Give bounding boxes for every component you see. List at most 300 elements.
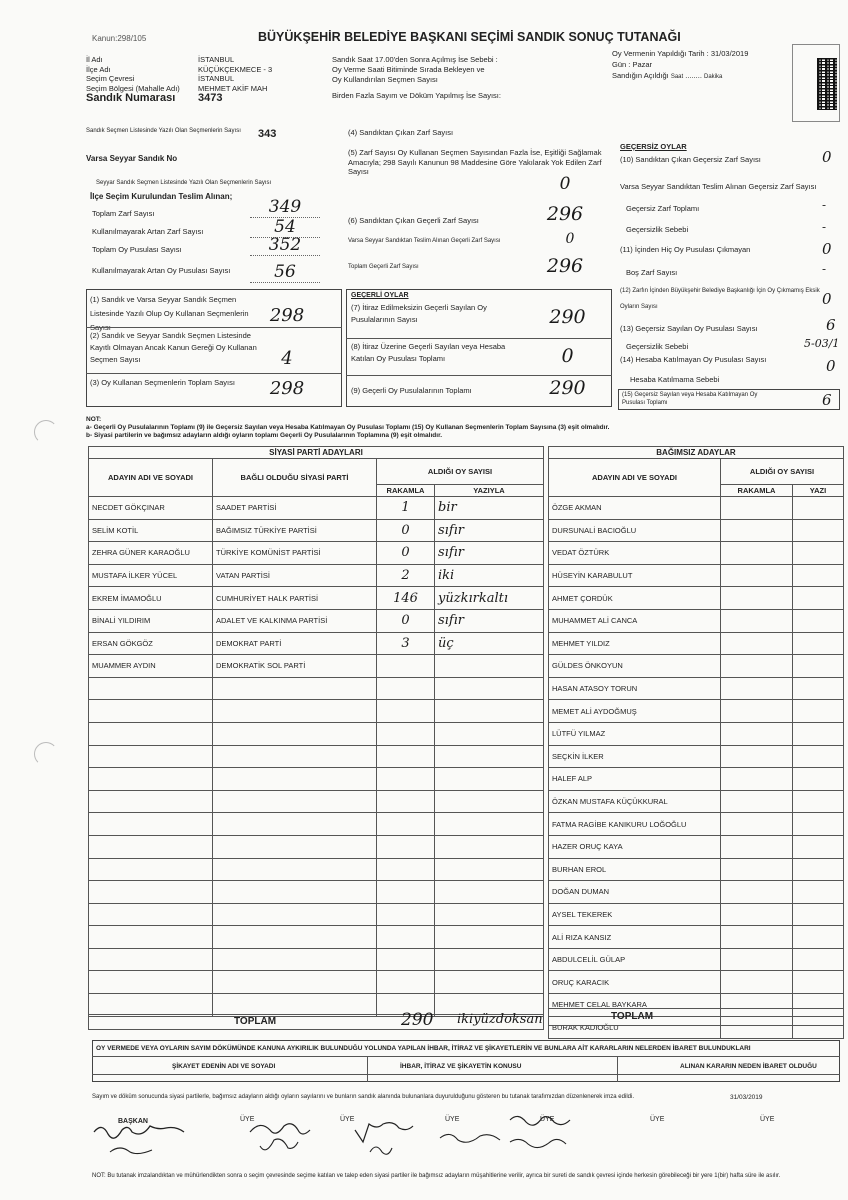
votes-words <box>793 813 844 836</box>
votes-digits <box>721 609 793 632</box>
votes-digits: 0 <box>377 542 435 565</box>
c6-label: (6) Sandıktan Çıkan Geçerli Zarf Sayısı <box>348 216 479 225</box>
invalid-title: GEÇERSİZ OYLAR <box>620 142 687 151</box>
empty-env-value: - <box>822 262 827 276</box>
table-row <box>549 542 844 565</box>
c7-label: (7) İtiraz Edilmeksizin Geçerli Sayılan Oy Pusulalarının Sayısı <box>351 303 487 324</box>
independent-name: ABDULCELİL GÜLAP <box>549 948 721 971</box>
independent-name: MUHAMMET ALİ CANCA <box>549 609 721 632</box>
box1-label: (1) Sandık ve Varsa Seyyar Sandık Seçmen Listesinde Yazılı Olup Oy Kullanan Seçmenlerin Sayısı <box>90 295 249 332</box>
r12-value: 0 <box>822 290 832 308</box>
candidate-name <box>89 858 213 881</box>
candidate-name <box>89 835 213 858</box>
hour-label: Saat <box>670 74 684 80</box>
candidate-name <box>89 948 213 971</box>
votes-words <box>793 790 844 813</box>
table-row <box>549 790 844 813</box>
votes-digits <box>377 948 435 971</box>
candidate-name <box>89 813 213 836</box>
independent-name: GÜLDES ÖNKOYUN <box>549 655 721 678</box>
votes-words <box>793 677 844 700</box>
party-name <box>213 903 377 926</box>
votes-digits: 0 <box>377 609 435 632</box>
independent-name: DOĞAN DUMAN <box>549 881 721 904</box>
table-row <box>89 609 544 632</box>
votes-digits <box>377 926 435 949</box>
received-label: İlçe Seçim Kurulundan Teslim Alınan; <box>90 192 233 201</box>
party-name <box>213 768 377 791</box>
independent-name: AHMET ÇORDÜK <box>549 587 721 610</box>
independent-name: MEHMET CELAL BAYKARA <box>549 994 721 1017</box>
signature-date: 31/03/2019 <box>730 1094 763 1101</box>
handwritten-signatures <box>90 1104 610 1164</box>
right-header: Oy Vermenin Yapıldığı Tarih : 31/03/2019 Gün : Pazar Sandığın Açıldığı Saat ........ Dakika <box>612 49 749 80</box>
table-row <box>89 542 544 565</box>
independent-name: HALEF ALP <box>549 768 721 791</box>
votes-words <box>793 881 844 904</box>
votes-digits <box>721 655 793 678</box>
info-block <box>86 55 326 104</box>
votes-words: bir <box>435 497 544 520</box>
party-name <box>213 700 377 723</box>
left-column <box>86 128 341 163</box>
table-row <box>89 497 544 520</box>
votes-digits <box>377 903 435 926</box>
candidate-name: ZEHRA GÜNER KARAOĞLU <box>89 542 213 565</box>
r12-label: (12) Zarfın İçinden Büyükşehir Belediye Başkanlığı İçin Oy Çıkmamış Eksik Oyların Sayısı <box>620 288 820 310</box>
table-row <box>89 700 544 723</box>
table-row <box>549 835 844 858</box>
votes-digits <box>377 700 435 723</box>
total-valid-env-label: Toplam Geçerli Zarf Sayısı <box>348 264 419 270</box>
table-row <box>549 519 844 542</box>
votes-words <box>435 813 544 836</box>
table-row <box>549 587 844 610</box>
col-independent-digits: RAKAMLA <box>721 485 793 497</box>
unused-ballot-value: 56 <box>250 262 320 283</box>
votes-words <box>435 835 544 858</box>
notes-title: NOT: <box>86 416 102 423</box>
party-name: SAADET PARTİSİ <box>213 497 377 520</box>
votes-words: iki <box>435 564 544 587</box>
valid-title: GEÇERLİ OYLAR <box>351 292 409 299</box>
votes-digits <box>721 519 793 542</box>
independent-name: ÖZGE AKMAN <box>549 497 721 520</box>
votes-digits <box>721 564 793 587</box>
independent-name: ALİ RIZA KANSIZ <box>549 926 721 949</box>
waiting-label: Oy Verme Saati Bitiminde Sırada Bekleyen ve <box>332 65 485 74</box>
candidate-name: MUSTAFA İLKER YÜCEL <box>89 564 213 587</box>
c4-label: (4) Sandıktan Çıkan Zarf Sayısı <box>348 128 454 137</box>
party-name: DEMOKRAT PARTİ <box>213 632 377 655</box>
votes-words <box>793 564 844 587</box>
votes-words <box>435 858 544 881</box>
candidate-name <box>89 677 213 700</box>
votes-words <box>793 519 844 542</box>
candidate-name: ERSAN GÖKGÖZ <box>89 632 213 655</box>
reason-label: Geçersizlik Sebebi <box>626 342 689 351</box>
note-b: b- Siyasi partilerin ve bağımsız adayların aldığı oyların toplamı Geçerli Oy Pusulalarının Toplamına (9) eşit olmalıdır. <box>86 432 443 439</box>
votes-words <box>435 903 544 926</box>
independent-total-row <box>548 1008 844 1026</box>
votes-words <box>435 881 544 904</box>
box1-value: 298 <box>269 305 305 326</box>
votes-digits <box>721 835 793 858</box>
page-title: BÜYÜKŞEHİR BELEDİYE BAŞKANI SEÇİMİ SANDIK SONUÇ TUTANAĞI <box>258 30 681 44</box>
table-row <box>549 564 844 587</box>
party-name <box>213 722 377 745</box>
note-a: a- Geçerli Oy Pusulalarının Toplamı (9) ile Geçersiz Sayılan veya Hesaba Katılmayan Oy Pusulası Toplamı (15) Oy Kullanan Seçmenlerin Toplam Sayısına (3) eşit olmalıdır. <box>86 424 610 431</box>
table-row <box>549 655 844 678</box>
table-row <box>89 768 544 791</box>
votes-digits <box>377 858 435 881</box>
votes-digits <box>721 632 793 655</box>
member-label-6: ÜYE <box>760 1116 775 1123</box>
independent-rows <box>549 497 844 1039</box>
party-name <box>213 971 377 994</box>
independent-name: AYSEL TEKEREK <box>549 903 721 926</box>
col-independent-votes: ALDIĞI OY SAYISI <box>721 459 844 485</box>
table-row <box>89 790 544 813</box>
c6-value: 296 <box>546 203 584 225</box>
col-candidate-name: ADAYIN ADI VE SOYADI <box>89 459 213 497</box>
votes-digits <box>721 858 793 881</box>
votes-words: sıfır <box>435 542 544 565</box>
table-row <box>89 903 544 926</box>
votes-words <box>793 948 844 971</box>
votes-words <box>793 926 844 949</box>
table-row <box>89 813 544 836</box>
party-name <box>213 858 377 881</box>
registered-label: Sandık Seçmen Listesinde Yazılı Olan Seçmenlerin Sayısı <box>86 128 241 134</box>
votes-words <box>793 632 844 655</box>
reason-value: 5-03/1 <box>804 337 840 350</box>
independent-name: VEDAT ÖZTÜRK <box>549 542 721 565</box>
table-row <box>549 745 844 768</box>
votes-digits <box>721 948 793 971</box>
table-row <box>89 519 544 542</box>
votes-words <box>435 948 544 971</box>
party-total-label: TOPLAM <box>234 1016 277 1027</box>
table-row <box>89 722 544 745</box>
votes-digits: 0 <box>377 519 435 542</box>
candidate-name <box>89 790 213 813</box>
date-label: Oy Vermenin Yapıldığı Tarih : <box>612 49 709 58</box>
table-row <box>89 655 544 678</box>
independent-table-title: BAĞIMSIZ ADAYLAR <box>549 447 844 459</box>
table-row <box>549 497 844 520</box>
candidate-name <box>89 971 213 994</box>
table-row <box>89 881 544 904</box>
signature-statement: Sayım ve döküm sonucunda siyasi partilerle, bağımsız adayların aldığı oyların sayılarını ve bunların sandık alanında bulunanlara duyurulduğunu gösteren bu tutanak tarafımızdan düzenlenerek imza edildi. <box>92 1094 634 1100</box>
votes-words <box>793 768 844 791</box>
votes-digits <box>721 497 793 520</box>
table-row <box>89 745 544 768</box>
table-row <box>549 971 844 994</box>
party-name <box>213 745 377 768</box>
unused-env-label: Kullanılmayarak Artan Zarf Sayısı <box>92 227 204 236</box>
table-row <box>549 948 844 971</box>
independent-name: DURSUNALİ BACIOĞLU <box>549 519 721 542</box>
votes-digits <box>721 790 793 813</box>
registered-value: 343 <box>258 128 277 140</box>
candidate-name <box>89 994 213 1017</box>
r13-label: (13) Geçersiz Sayılan Oy Pusulası Sayısı <box>620 324 758 333</box>
qr-code-icon <box>817 58 837 110</box>
r10-value: 0 <box>822 148 832 166</box>
independent-name: HÜSEYİN KARABULUT <box>549 564 721 587</box>
votes-digits <box>377 745 435 768</box>
votes-digits <box>377 677 435 700</box>
cevre-label: Seçim Çevresi <box>86 74 135 83</box>
notes <box>86 416 786 440</box>
table-row <box>549 700 844 723</box>
objection-col-subject: İHBAR, İTİRAZ VE ŞİKAYETİN KONUSU <box>400 1063 522 1070</box>
r15-label: (15) Geçersiz Sayılan veya Hesaba Katılmayan Oy Pusulası Toplamı <box>622 392 758 406</box>
votes-words <box>435 745 544 768</box>
il-value: İSTANBUL <box>198 55 235 64</box>
party-name: ADALET VE KALKINMA PARTİSİ <box>213 609 377 632</box>
votes-words <box>435 700 544 723</box>
party-name <box>213 835 377 858</box>
sandik-value: 3473 <box>198 92 223 104</box>
unused-ballot-label: Kullanılmayarak Artan Oy Pusulası Sayısı <box>92 266 231 275</box>
c8-value: 0 <box>561 345 574 367</box>
bolge-value: MEHMET AKİF MAH <box>198 83 268 93</box>
party-candidates-table <box>88 446 544 1017</box>
punch-hole <box>34 742 58 766</box>
independent-total-label: TOPLAM <box>611 1011 654 1022</box>
party-total-digits: 290 <box>401 1010 434 1030</box>
votes-words <box>793 655 844 678</box>
votes-digits <box>721 926 793 949</box>
votes-words <box>793 609 844 632</box>
col-independent-name: ADAYIN ADI VE SOYADI <box>549 459 721 497</box>
r14-reason-label: Hesaba Katılmama Sebebi <box>630 375 720 384</box>
table-row <box>89 677 544 700</box>
total-ballot-value: 352 <box>250 235 320 256</box>
independent-name: SEÇKİN İLKER <box>549 745 721 768</box>
cevre-value: İSTANBUL <box>198 74 235 83</box>
chair-label: BAŞKAN <box>118 1118 148 1125</box>
total-valid-env-value: 296 <box>546 255 584 277</box>
table-row <box>89 971 544 994</box>
total-env-value: 349 <box>250 197 320 218</box>
votes-words <box>793 542 844 565</box>
candidate-name: BİNALİ YILDIRIM <box>89 609 213 632</box>
day-label: Gün : <box>612 60 631 69</box>
independent-candidates-table <box>548 446 844 1039</box>
mobile-env-value: 0 <box>565 231 575 247</box>
invalid-env-total-label: Geçersiz Zarf Toplamı <box>626 204 700 213</box>
late-open-label: Sandık Saat 17.00'den Sonra Açılmış İse Sebebi : <box>332 55 498 64</box>
table-row <box>549 722 844 745</box>
mobile-env-label: Varsa Seyyar Sandıktan Teslim Alınan Geçerli Zarf Sayısı <box>348 238 501 244</box>
votes-digits <box>721 903 793 926</box>
votes-digits <box>721 542 793 565</box>
votes-digits <box>721 813 793 836</box>
candidate-name <box>89 722 213 745</box>
unused-env-value: 54 <box>250 217 320 238</box>
independent-name: LÜTFÜ YILMAZ <box>549 722 721 745</box>
c7-value: 290 <box>549 306 586 328</box>
party-rows <box>89 497 544 1017</box>
votes-digits <box>377 790 435 813</box>
votes-digits: 2 <box>377 564 435 587</box>
votes-words <box>435 926 544 949</box>
party-name <box>213 813 377 836</box>
multi-count-label: Birden Fazla Sayım ve Döküm Yapılmış İse Sayısı: <box>332 91 501 100</box>
votes-words <box>793 835 844 858</box>
candidate-name: MUAMMER AYDIN <box>89 655 213 678</box>
r13-value: 6 <box>826 316 836 334</box>
party-name: DEMOKRATİK SOL PARTİ <box>213 655 377 678</box>
party-name <box>213 948 377 971</box>
box3-value: 298 <box>269 378 305 399</box>
votes-words <box>435 768 544 791</box>
votes-words <box>435 655 544 678</box>
votes-words <box>435 971 544 994</box>
c5-value: 0 <box>559 174 571 194</box>
votes-digits <box>377 881 435 904</box>
ilce-label: İlçe Adı <box>86 64 111 74</box>
independent-name: FATMA RAGİBE KANIKURU LOĞOĞLU <box>549 813 721 836</box>
votes-digits <box>721 587 793 610</box>
member-label-1: ÜYE <box>240 1116 255 1123</box>
votes-digits <box>377 655 435 678</box>
votes-words <box>793 745 844 768</box>
votes-digits <box>721 768 793 791</box>
votes-digits <box>377 971 435 994</box>
party-total-row <box>88 1010 544 1030</box>
party-name <box>213 790 377 813</box>
bolge-label: Seçim Bölgesi (Mahalle Adı) <box>86 83 180 93</box>
col-independent-words: YAZI <box>793 485 844 497</box>
c5-label: (5) Zarf Sayısı Oy Kullanan Seçmen Sayısından Fazla İse, Eşitliği Sağlamak Amacıyla; 298 Sayılı Kanunun 98 Maddesine Göre Yakılarak Yok Edilen Zarf Sayısı <box>348 148 602 176</box>
votes-words <box>793 858 844 881</box>
c9-value: 290 <box>549 377 586 399</box>
votes-digits <box>377 722 435 745</box>
col-words: YAZIYLA <box>435 485 544 497</box>
invalid-env-total-value: - <box>822 198 827 212</box>
independent-name: ÖZKAN MUSTAFA KÜÇÜKKURAL <box>549 790 721 813</box>
sandik-label: Sandık Numarası <box>86 92 176 104</box>
candidate-name: EKREM İMAMOĞLU <box>89 587 213 610</box>
minute-label: Dakika <box>704 74 723 80</box>
table-row <box>89 948 544 971</box>
table-row <box>89 587 544 610</box>
party-table-title: SİYASİ PARTİ ADAYLARI <box>89 447 544 459</box>
party-name <box>213 881 377 904</box>
col-votes: ALDIĞI OY SAYISI <box>377 459 544 485</box>
ilce-value: KÜÇÜKÇEKMECE - 3 <box>198 64 273 74</box>
independent-name: MEHMET YILDIZ <box>549 632 721 655</box>
box2-value: 4 <box>281 348 293 369</box>
table-row <box>549 858 844 881</box>
candidate-name <box>89 745 213 768</box>
independent-name: BURHAN EROL <box>549 858 721 881</box>
law-reference: Kanun:298/105 <box>92 34 147 43</box>
table-row <box>549 768 844 791</box>
votes-words: üç <box>435 632 544 655</box>
r10-label: (10) Sandıktan Çıkan Geçersiz Zarf Sayısı <box>620 155 761 164</box>
table-row <box>549 609 844 632</box>
votes-words <box>793 700 844 723</box>
r14-label: (14) Hesaba Katılmayan Oy Pusulası Sayısı <box>620 355 767 364</box>
party-name: TÜRKİYE KOMÜNİST PARTİSİ <box>213 542 377 565</box>
candidate-name <box>89 881 213 904</box>
candidate-name <box>89 926 213 949</box>
votes-digits: 1 <box>377 497 435 520</box>
waiting-label-2: Oy Kullandırılan Seçmen Sayısı <box>332 75 438 84</box>
party-name: BAĞIMSIZ TÜRKİYE PARTİSİ <box>213 519 377 542</box>
total-ballot-label: Toplam Oy Pusulası Sayısı <box>92 245 182 254</box>
party-name <box>213 926 377 949</box>
candidate-name: NECDET GÖKÇINAR <box>89 497 213 520</box>
invalid-reason-value: - <box>822 220 827 234</box>
votes-words <box>793 971 844 994</box>
r14-value: 0 <box>826 357 836 375</box>
votes-digits <box>721 722 793 745</box>
party-name: VATAN PARTİSİ <box>213 564 377 587</box>
party-total-words: ikiyüzdoksan <box>457 1012 543 1027</box>
objection-title: OY VERMEDE VEYA OYLARIN SAYIM DÖKÜMÜNDE KANUNA AYKIRILIK BULUNDUĞU YOLUNDA YAPILAN İHBAR, İTİRAZ VE ŞİKAYETLERİN VE BUNLARA AİT KARARLARIN NELERDEN İBARET BULUNDUKLARI <box>96 1045 751 1052</box>
table-row <box>549 903 844 926</box>
mobile-registered-label: Seyyar Sandık Seçmen Listesinde Yazılı Olan Seçmenlerin Sayısı <box>96 180 272 186</box>
mid-header <box>332 55 592 101</box>
votes-digits <box>377 768 435 791</box>
independent-name: MEMET ALİ AYDOĞMUŞ <box>549 700 721 723</box>
col-party: BAĞLI OLDUĞU SİYASİ PARTİ <box>213 459 377 497</box>
open-label: Sandığın Açıldığı <box>612 71 669 80</box>
member-label-3: ÜYE <box>445 1116 460 1123</box>
table-row <box>549 677 844 700</box>
member-label-4: ÜYE <box>540 1116 555 1123</box>
votes-digits <box>721 881 793 904</box>
party-name <box>213 994 377 1017</box>
punch-hole <box>34 420 58 444</box>
invalid-reason-label: Geçersizlik Sebebi <box>626 225 689 234</box>
table-row <box>89 858 544 881</box>
day-value: Pazar <box>632 60 653 69</box>
c9-label: (9) Geçerli Oy Pusulalarının Toplamı <box>351 386 472 395</box>
mobile-box-label: Varsa Seyyar Sandık No <box>86 154 178 163</box>
votes-words <box>435 677 544 700</box>
votes-words <box>435 790 544 813</box>
independent-name: BURAK KADIOĞLU <box>549 1016 721 1039</box>
r11-label: (11) İçinden Hiç Oy Pusulası Çıkmayan <box>620 245 751 254</box>
candidate-name <box>89 768 213 791</box>
table-row <box>89 835 544 858</box>
votes-digits: 3 <box>377 632 435 655</box>
date-value: 31/03/2019 <box>710 49 749 58</box>
votes-words <box>793 722 844 745</box>
votes-digits <box>721 971 793 994</box>
votes-digits <box>377 835 435 858</box>
r11-value: 0 <box>822 240 832 258</box>
candidate-name <box>89 700 213 723</box>
votes-words <box>435 722 544 745</box>
independent-name: HASAN ATASOY TORUN <box>549 677 721 700</box>
party-name: CUMHURİYET HALK PARTİSİ <box>213 587 377 610</box>
col-digits: RAKAMLA <box>377 485 435 497</box>
independent-name: HAZER ORUÇ KAYA <box>549 835 721 858</box>
table-row <box>549 632 844 655</box>
empty-env-label: Boş Zarf Sayısı <box>626 268 678 277</box>
il-label: İl Adı <box>86 55 103 64</box>
table-row <box>549 813 844 836</box>
votes-words <box>793 497 844 520</box>
